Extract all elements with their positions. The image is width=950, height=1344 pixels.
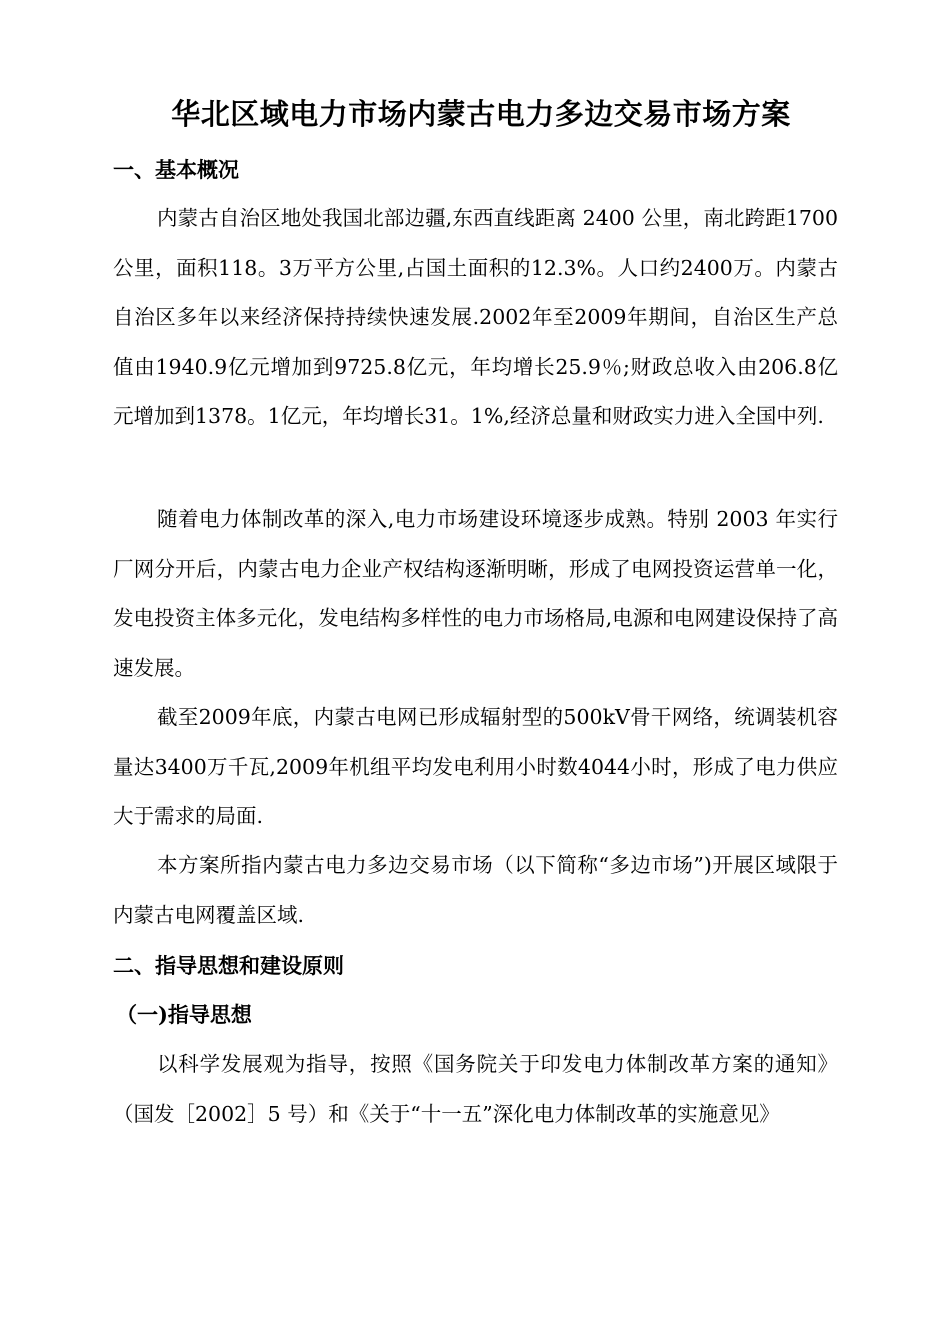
document-title: 华北区域电力市场内蒙古电力多边交易市场方案 (171, 97, 791, 131)
section-heading-basic-overview: 一、基本概况 (113, 158, 239, 182)
paragraph-region-overview: 内蒙古自治区地处我国北部边疆,东西直线距离 2400 公里，南北跨距1700公里，面积118。3万平方公里,占国土面积的12.3%。人口约2400万。内蒙古自治区多年以来经济保持持续快速发展.2002年至2009年期间，自治区生产总值由1940.9亿元增加到9725.8亿元，年均增长25.9％;财政总收入由206.8亿元增加到1378。1亿元，年均增长31。1%,经济总量和财政实力进入全国中列. (113, 206, 838, 428)
section-heading-guiding-principles: 二、指导思想和建设原则 (113, 954, 344, 978)
paragraph-reform-progress: 随着电力体制改革的深入,电力市场建设环境逐步成熟。特别 2003 年实行厂网分开后，内蒙古电力企业产权结构逐渐明晰，形成了电网投资运营单一化，发电投资主体多元化，发电结构多样性的电力市场格局,电源和电网建设保持了高速发展。 (113, 507, 838, 680)
subsection-heading-guiding-thought: （一)指导思想 (116, 1002, 252, 1027)
paragraph-guiding-thought: 以科学发展观为指导，按照《国务院关于印发电力体制改革方案的通知》（国发［2002］5 号）和《关于“十一五”深化电力体制改革的实施意见》 (113, 1052, 838, 1126)
paragraph-market-scope: 本方案所指内蒙古电力多边交易市场（以下简称“多边市场”)开展区域限于内蒙古电网覆盖区域. (113, 853, 838, 927)
paragraph-grid-status: 截至2009年底，内蒙古电网已形成辐射型的500kV骨干网络，统调装机容量达3400万千瓦,2009年机组平均发电利用小时数4044小时，形成了电力供应大于需求的局面. (113, 705, 838, 828)
